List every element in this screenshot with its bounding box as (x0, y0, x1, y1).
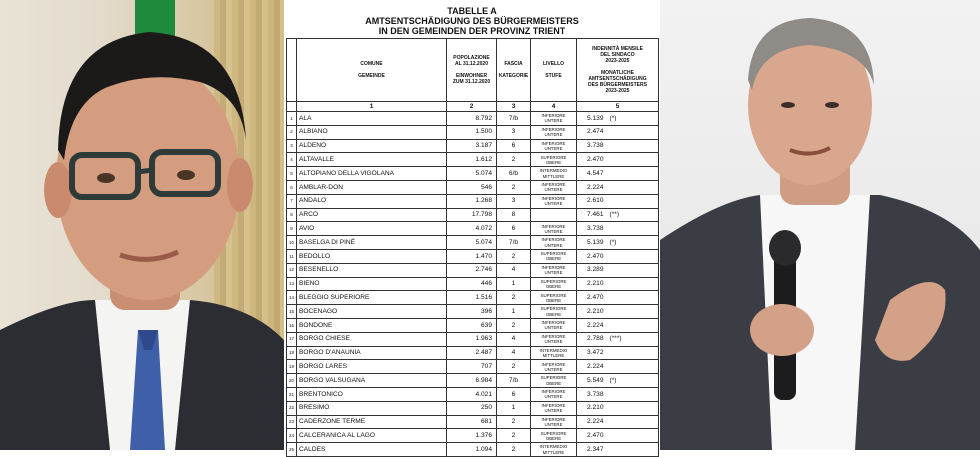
fascia-value: 2 (497, 318, 531, 332)
indennita-cell (577, 167, 659, 181)
table-row (287, 374, 659, 388)
population-value: 2.746 (447, 263, 497, 277)
table-row (287, 443, 659, 457)
column-number-row (287, 102, 659, 112)
indennita-cell (577, 208, 659, 222)
row-index: 15 (287, 305, 297, 319)
livello-value (531, 208, 577, 222)
comune-name: AMBLAR-DON (297, 180, 447, 194)
row-index: 6 (287, 180, 297, 194)
fascia-value: 1 (497, 401, 531, 415)
comune-name: BIENO (297, 277, 447, 291)
indennita-value: 5.549 (587, 376, 604, 384)
indennita-cell (577, 401, 659, 415)
header-index (287, 39, 297, 102)
table-row (287, 139, 659, 153)
livello-value: INFERIORE UNTERE (531, 387, 577, 401)
table-title-line1: TABELLE A (447, 6, 497, 16)
comune-name: BORGO CHIESE (297, 332, 447, 346)
livello-value: INTERMEDIO MITTLERE (531, 443, 577, 457)
livello-value: SUPERIORE OBERE (531, 277, 577, 291)
indennita-cell (577, 443, 659, 457)
indennita-cell (577, 222, 659, 236)
header-comune: COMUNE GEMEINDE (297, 39, 447, 102)
table-row (287, 429, 659, 443)
speaker-figure-right (660, 0, 980, 450)
population-value: 4.072 (447, 222, 497, 236)
comune-name: ALBIANO (297, 125, 447, 139)
fascia-value: 2 (497, 180, 531, 194)
indennita-value: 2.470 (587, 252, 604, 260)
indennita-cell (577, 249, 659, 263)
population-value: 1.268 (447, 194, 497, 208)
livello-value: SUPERIORE OBERE (531, 249, 577, 263)
row-index: 5 (287, 167, 297, 181)
population-value: 2.487 (447, 346, 497, 360)
fascia-value: 4 (497, 346, 531, 360)
livello-value: INFERIORE UNTERE (531, 360, 577, 374)
fascia-value: 3 (497, 125, 531, 139)
indennita-value: 2.224 (587, 321, 604, 329)
population-value: 446 (447, 277, 497, 291)
fascia-value: 1 (497, 277, 531, 291)
livello-value: SUPERIORE OBERE (531, 429, 577, 443)
comune-name: ALDENO (297, 139, 447, 153)
indennita-value: 2.474 (587, 128, 604, 136)
mayor-compensation-table (286, 38, 659, 457)
livello-value: INFERIORE UNTERE (531, 236, 577, 250)
row-index: 4 (287, 153, 297, 167)
fascia-value: 4 (497, 332, 531, 346)
fascia-value: 6 (497, 222, 531, 236)
fascia-value: 2 (497, 153, 531, 167)
row-index: 18 (287, 346, 297, 360)
row-index: 10 (287, 236, 297, 250)
comune-name: BOCENAGO (297, 305, 447, 319)
indennita-cell (577, 153, 659, 167)
fascia-value: 8 (497, 208, 531, 222)
indennita-value: 2.210 (587, 404, 604, 412)
table-row (287, 360, 659, 374)
indennita-value: 2.470 (587, 294, 604, 301)
row-index: 14 (287, 291, 297, 305)
livello-value: SUPERIORE OBERE (531, 291, 577, 305)
row-index: 7 (287, 194, 297, 208)
row-index: 20 (287, 374, 297, 388)
indennita-value: 7.461 (587, 211, 604, 219)
livello-value: INFERIORE UNTERE (531, 125, 577, 139)
indennita-cell (577, 305, 659, 319)
fascia-value: 6/b (497, 167, 531, 181)
livello-value: INFERIORE UNTERE (531, 194, 577, 208)
comune-name: BEDOLLO (297, 249, 447, 263)
header-fascia: FASCIA KATEGORIE (497, 39, 531, 102)
population-value: 1.376 (447, 429, 497, 443)
comune-name: CALCERANICA AL LAGO (297, 429, 447, 443)
row-index: 11 (287, 249, 297, 263)
indennita-value: 2.224 (587, 362, 604, 370)
indennita-cell (577, 360, 659, 374)
fascia-value: 2 (497, 291, 531, 305)
photo-left-portrait (0, 0, 284, 450)
indennita-cell (577, 332, 659, 346)
table-title-line3: IN DEN GEMEINDEN DER PROVINZ TRIENT (378, 26, 566, 36)
population-value: 17.798 (447, 208, 497, 222)
table-row (287, 415, 659, 429)
indennita-value: 2.210 (587, 307, 604, 315)
row-index: 25 (287, 443, 297, 457)
fascia-value: 6 (497, 387, 531, 401)
row-index: 24 (287, 429, 297, 443)
portrait-figure-left (0, 0, 284, 450)
fascia-value: 2 (497, 415, 531, 429)
indennita-value: 5.139 (587, 238, 604, 246)
indennita-cell (577, 374, 659, 388)
header-popolazione: POPOLAZIONE AL 31.12.2020 EINWOHNER ZUM 31.12.2020 (447, 39, 497, 102)
table-row (287, 249, 659, 263)
population-value: 707 (447, 360, 497, 374)
indennita-note: (*) (609, 376, 617, 384)
population-value: 1.094 (447, 443, 497, 457)
column-number: 3 (497, 102, 531, 112)
population-value: 5.074 (447, 167, 497, 181)
row-index: 3 (287, 139, 297, 153)
population-value: 250 (447, 401, 497, 415)
fascia-value: 2 (497, 443, 531, 457)
population-value: 6.984 (447, 374, 497, 388)
population-value: 1.963 (447, 332, 497, 346)
row-index: 19 (287, 360, 297, 374)
comune-name: BONDONE (297, 318, 447, 332)
indennita-cell (577, 429, 659, 443)
row-index: 16 (287, 318, 297, 332)
table-row (287, 167, 659, 181)
indennita-value: 2.224 (587, 418, 604, 426)
indennita-cell (577, 125, 659, 139)
indennita-value: 2.470 (587, 431, 604, 439)
population-value: 639 (447, 318, 497, 332)
table-row (287, 305, 659, 319)
comune-name: AVIO (297, 222, 447, 236)
indennita-value: 3.738 (587, 390, 604, 398)
table-row (287, 208, 659, 222)
row-index: 1 (287, 112, 297, 126)
header-indennita: INDENNITÀ MENSILE DEL SINDACO 2023-2025 MONATLICHE AMTSENTSCHÄDIGUNG DES BÜRGERMEISTERS 2023-2025 (577, 39, 659, 102)
row-index: 13 (287, 277, 297, 291)
population-value: 4.021 (447, 387, 497, 401)
comune-name: ALTAVALLE (297, 153, 447, 167)
livello-value: INFERIORE UNTERE (531, 263, 577, 277)
comune-name: ARCO (297, 208, 447, 222)
population-value: 1.500 (447, 125, 497, 139)
indennita-note: (*) (609, 114, 617, 122)
comune-name: ALA (297, 112, 447, 126)
table-row (287, 401, 659, 415)
indennita-value: 3.738 (587, 225, 604, 233)
comune-name: BLEGGIO SUPERIORE (297, 291, 447, 305)
table-row (287, 332, 659, 346)
comune-name: ALTOPIANO DELLA VIGOLANA (297, 167, 447, 181)
column-number: 5 (577, 102, 659, 112)
row-index: 17 (287, 332, 297, 346)
livello-value: INTERMEDIO MITTLERE (531, 346, 577, 360)
table-row (287, 222, 659, 236)
table-title-line2: AMTSENTSCHÄDIGUNG DES BÜRGERMEISTERS (365, 16, 579, 26)
comune-name: ANDALO (297, 194, 447, 208)
row-index: 9 (287, 222, 297, 236)
column-number (287, 102, 297, 112)
comune-name: BRESIMO (297, 401, 447, 415)
row-index: 23 (287, 415, 297, 429)
row-index: 21 (287, 387, 297, 401)
indennita-value: 3.289 (587, 266, 604, 274)
population-value: 8.792 (447, 112, 497, 126)
indennita-note: (**) (609, 211, 620, 219)
population-value: 3.187 (447, 139, 497, 153)
comune-name: BRENTONICO (297, 387, 447, 401)
fascia-value: 2 (497, 360, 531, 374)
table-row (287, 112, 659, 126)
indennita-cell (577, 318, 659, 332)
comune-name: CALDES (297, 443, 447, 457)
livello-value: SUPERIORE OBERE (531, 153, 577, 167)
indennita-value: 2.610 (587, 197, 604, 205)
indennita-cell (577, 346, 659, 360)
table-row (287, 318, 659, 332)
livello-value: INFERIORE UNTERE (531, 318, 577, 332)
fascia-value: 2 (497, 429, 531, 443)
indennita-cell (577, 112, 659, 126)
comune-name: CADERZONE TERME (297, 415, 447, 429)
indennita-value: 2.224 (587, 183, 604, 191)
livello-value: SUPERIORE OBERE (531, 374, 577, 388)
compensation-table-document (284, 0, 660, 455)
row-index: 8 (287, 208, 297, 222)
indennita-value: 3.472 (587, 349, 604, 357)
comune-name: BESENELLO (297, 263, 447, 277)
fascia-value: 1 (497, 305, 531, 319)
row-index: 2 (287, 125, 297, 139)
table-row (287, 263, 659, 277)
indennita-cell (577, 277, 659, 291)
indennita-note: (***) (609, 335, 622, 343)
population-value: 1.612 (447, 153, 497, 167)
row-index: 12 (287, 263, 297, 277)
population-value: 1.470 (447, 249, 497, 263)
fascia-value: 6 (497, 139, 531, 153)
table-row (287, 125, 659, 139)
indennita-cell (577, 236, 659, 250)
livello-value: INFERIORE UNTERE (531, 222, 577, 236)
livello-value: INTERMEDIO MITTLERE (531, 167, 577, 181)
fascia-value: 7/b (497, 374, 531, 388)
comune-name: BORGO LARES (297, 360, 447, 374)
indennita-cell (577, 139, 659, 153)
fascia-value: 3 (497, 194, 531, 208)
indennita-value: 2.470 (587, 156, 604, 164)
table-row (287, 153, 659, 167)
indennita-cell (577, 180, 659, 194)
livello-value: INFERIORE UNTERE (531, 415, 577, 429)
livello-value: INFERIORE UNTERE (531, 112, 577, 126)
table-row (287, 346, 659, 360)
table-row (287, 194, 659, 208)
indennita-value: 4.547 (587, 169, 604, 177)
table-row (287, 387, 659, 401)
table-row (287, 291, 659, 305)
livello-value: INFERIORE UNTERE (531, 332, 577, 346)
indennita-note: (*) (609, 238, 617, 246)
comune-name: BORGO VALSUGANA (297, 374, 447, 388)
column-number: 1 (297, 102, 447, 112)
indennita-cell (577, 387, 659, 401)
table-row (287, 180, 659, 194)
row-index: 22 (287, 401, 297, 415)
indennita-value: 3.738 (587, 142, 604, 150)
livello-value: SUPERIORE OBERE (531, 305, 577, 319)
table-row (287, 277, 659, 291)
comune-name: BASELGA DI PINÉ (297, 236, 447, 250)
population-value: 546 (447, 180, 497, 194)
indennita-cell (577, 263, 659, 277)
indennita-cell (577, 194, 659, 208)
indennita-value: 2.210 (587, 280, 604, 288)
photo-right-speaker (660, 0, 980, 450)
comune-name: BORGO D'ANAUNIA (297, 346, 447, 360)
indennita-cell (577, 291, 659, 305)
livello-value: INFERIORE UNTERE (531, 180, 577, 194)
column-number: 4 (531, 102, 577, 112)
fascia-value: 7/b (497, 236, 531, 250)
livello-value: INFERIORE UNTERE (531, 401, 577, 415)
indennita-cell (577, 415, 659, 429)
population-value: 681 (447, 415, 497, 429)
fascia-value: 4 (497, 263, 531, 277)
indennita-value: 2.788 (587, 335, 604, 343)
population-value: 5.074 (447, 236, 497, 250)
header-livello: LIVELLO STUFE (531, 39, 577, 102)
table-row (287, 236, 659, 250)
fascia-value: 7/b (497, 112, 531, 126)
livello-value: INFERIORE UNTERE (531, 139, 577, 153)
fascia-value: 2 (497, 249, 531, 263)
column-number: 2 (447, 102, 497, 112)
population-value: 1.516 (447, 291, 497, 305)
population-value: 396 (447, 305, 497, 319)
indennita-value: 2.347 (587, 445, 604, 453)
indennita-value: 5.139 (587, 114, 604, 122)
